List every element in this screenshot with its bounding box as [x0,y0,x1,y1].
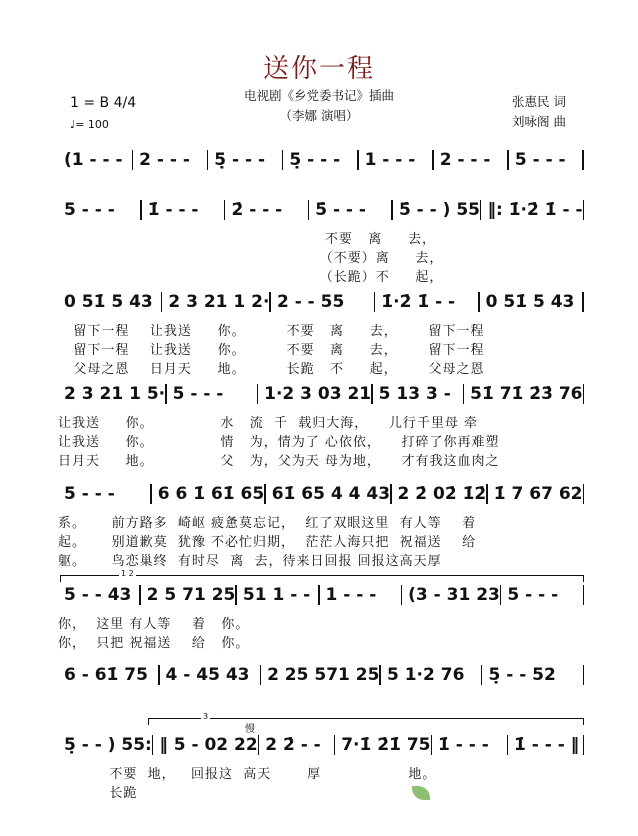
measure: 4 - 45 43 [165,665,250,685]
key-signature: 1 = B 4/4 [70,95,137,111]
measure: 6 - 61̇ 75 [64,665,148,685]
measure: 2 - - - [439,150,491,170]
composer: 刘咏阁 曲 [512,114,566,129]
lyric-line: 躯。 鸟恋巢终 有时尽 离 去，待来日回报 回报这高天厚 [58,554,442,569]
measure: 1̇ - - - [147,200,199,220]
measure: 5 - - - [172,384,224,404]
measure: 1̇ - - - ‖ [514,735,580,755]
measure: 7·1̇ 2̇1̇ 75 [341,735,431,755]
notation-line [58,735,584,755]
notation-line [58,665,584,685]
measure: ‖ 5 - 02 22 [159,735,258,755]
bar-line [583,484,585,504]
measure: 2 3 21 1 5· [64,384,166,404]
notation-line [58,384,584,404]
bar-line [583,735,585,755]
triplet-bracket: 3 [148,718,584,725]
measure: 2 3 21 1 2· [168,292,270,312]
notation-line [58,150,584,170]
measure: 5̇ - - ) 55 [398,200,480,220]
measure: 5̇ - - - [315,200,366,220]
measure: 5 - - 43 [64,585,132,605]
measure: 1̇ 7 67 62 [493,484,583,504]
bar-line [582,150,584,170]
bar-line [583,384,585,404]
measure: 1 - - - [364,150,416,170]
measure: 5̣ - - 52 [488,665,556,685]
bar-line [582,292,584,312]
measure: 61̇ 65 4 4 43 [271,484,391,504]
measure: 0 51̇ 5 43 [485,292,575,312]
volta-bracket: 1 2 [60,575,584,582]
lyric-line: （不要）离 去， [58,251,444,266]
measure: ‖: 1̇·2̇ 1̇ - - [487,200,583,220]
lyric-line: 让我送 你。 情 为，情为了 心依依， 打碎了你再难塑 [58,435,500,450]
subtitle: 电视剧《乡党委书记》插曲 [243,88,394,103]
performer: （李娜 演唱） [279,108,359,123]
lyric-line: 不要 离 去， [58,232,436,247]
tempo-marking: ♩= 100 [70,118,109,131]
bar-line [583,585,585,605]
measure: 5 - - - [64,484,115,504]
notation-line [58,484,584,504]
measure: 2̇ - - - [231,200,283,220]
measure: 2 25 571 25 [267,665,380,685]
lyric-line: 起。 别道歉莫 犹豫 不必忙归期， 茫茫人海只把 祝福送 给 [58,535,477,550]
lyric-line: （长跪）不 起， [58,270,444,285]
measure: 1̇ - - - [438,735,489,755]
leaf-decoration [412,786,430,800]
measure: 5 13 3 - [378,384,451,404]
lyric-line: 你， 只把 祝福送 给 你。 [58,636,250,651]
lyric-line: 让我送 你。 水 流 千 载归大海， 儿行千里母 牵 [58,416,478,431]
measure: 2 5 71 25 [146,585,236,605]
notation-line [58,292,584,312]
measure: 2 2̇ - - [265,735,321,755]
song-title: 送你一程 [262,54,375,84]
slow-marking: 慢 [245,724,255,735]
lyric-line: 不要 地， 回报这 高天 厚 地。 [58,767,437,782]
lyric-line: 留下一程 让我送 你。 不要 离 去， 留下一程 [58,343,485,358]
bar-line [583,200,585,220]
measure: 2 2̇ 02̇ 1̇2̇ [397,484,487,504]
measure: 5̣ - - - [289,150,341,170]
measure: 5 - - - [514,150,566,170]
notation-line [58,200,584,220]
measure: 5̣ - - - [214,150,266,170]
lyric-line: 留下一程 让我送 你。 不要 离 去， 留下一程 [58,324,485,339]
measure: 6 6 1̇ 61̇ 65 [157,484,265,504]
bar-line [583,665,585,685]
measure: 1̇·2̇ 1̇ - - [381,292,456,312]
lyricist: 张惠民 词 [512,94,566,109]
lyric-line: 你， 这里 有人等 着 你。 [58,617,250,632]
measure: 2 - - 55 [276,292,345,312]
measure: (3 - 31 23 [408,585,500,605]
measure: 2 - - - [139,150,190,170]
measure: 5̣ - - ) 55: [64,735,152,755]
measure: 51 1 - - [242,585,311,605]
measure: 5 - - - [507,585,559,605]
measure: 1·2 3 03 21 [264,384,372,404]
measure: 1 - - - [325,585,377,605]
lyric-line: 长跪 [58,786,138,801]
measure: (1 - - - [64,150,123,170]
measure: 5 1·2 76 [386,665,465,685]
measure: 0 51̇ 5 43 [64,292,153,312]
measure: 51̇ 71̇ 2̇3̇ 76 [470,384,583,404]
lyric-line: 系。 前方路多 崎岖 疲惫莫忘记， 红了双眼这里 有人等 着 [58,516,477,531]
lyric-line: 日月天 地。 父 为，父为天 母为地， 才有我这血肉之 [58,454,500,469]
notation-line [58,585,584,605]
measure: 5 - - - [64,200,115,220]
lyric-line: 父母之恩 日月天 地。 长跪 不 起， 父母之恩 [58,362,485,377]
